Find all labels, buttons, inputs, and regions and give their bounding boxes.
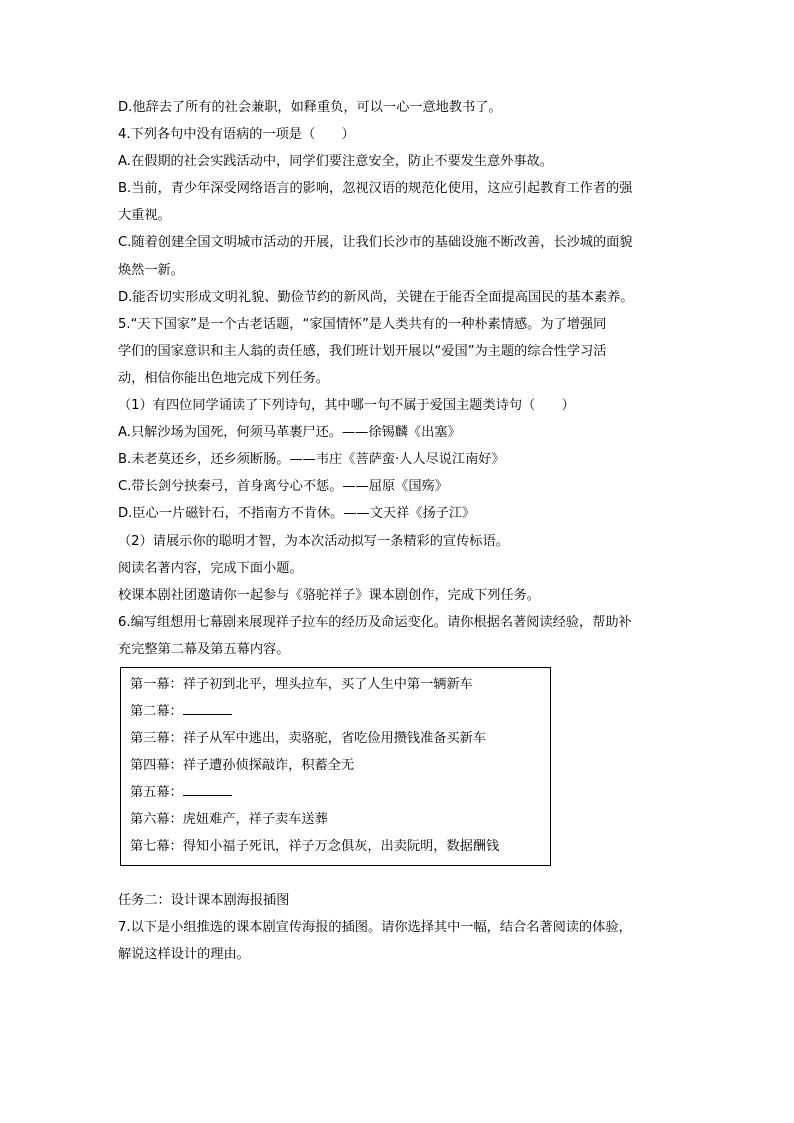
q3-option-d: D.他辞去了所有的社会兼职，如释重负，可以一心一意地教书了。 [118,100,502,115]
q4-stem: 4.下列各句中没有语病的一项是（ ） [118,127,355,143]
reading-task: 校课本剧社团邀请你一起参与《骆驼祥子》课本剧创作，完成下列任务。 [118,587,540,603]
q5-stem-line3: 动，相信你能出色地完成下列任务。 [118,370,329,386]
task2-title: 任务二：设计课本剧海报插图 [118,892,290,908]
document-content [118,94,678,968]
q5-option-b: B.未老莫还乡，还乡须断肠。——韦庄《菩萨蛮·人人尽说江南好》 [118,452,505,468]
act-2-blank[interactable] [183,702,232,715]
q5-option-a: A.只解沙场为国死，何须马革裹尸还。——徐锡麟《出塞》 [118,425,461,441]
q6-stem-line1: 6.编写组想用七幕剧来展现祥子拉车的经历及命运变化。请你根据名著阅读经验，帮助补 [118,614,632,630]
q7-stem-line2: 解说这样设计的理由。 [118,947,250,963]
q5-sub2: （2）请展示你的聪明才智，为本次活动拟写一条精彩的宣传标语。 [118,533,509,549]
q4-option-b-line1: B.当前，青少年深受网络语言的影响，忽视汉语的规范化使用，这应引起教育工作者的强 [118,181,633,197]
q4-option-b-line2: 大重视。 [118,208,171,224]
act-5: 第五幕： [130,779,550,806]
act-4: 第四幕：祥子遭孙侦探敲诈，积蓄全无 [130,757,355,773]
q5-option-c: C.带长剑兮挟秦弓，首身离兮心不惩。——屈原《国殇》 [118,479,448,495]
act-7: 第七幕：得知小福子死讯，祥子万念俱灰，出卖阮明，数据酬钱 [130,838,500,854]
q5-sub1: （1）有四位同学诵读了下列诗句，其中哪一句不属于爱国主题类诗句（ ） [118,398,575,414]
q5-stem-line2: 学们的国家意识和主人翁的责任感，我们班计划开展以“爱国”为主题的综合性学习活 [118,343,607,359]
q4-option-c-line2: 焕然一新。 [118,262,184,278]
acts-table [120,667,551,866]
act-1: 第一幕：祥子初到北平，埋头拉车，买了人生中第一辆新车 [130,676,473,692]
spacer [118,866,678,887]
q4-option-d: D.能否切实形成文明礼貌、勤俭节约的新风尚，关键在于能否全面提高国民的基本素养。 [118,289,634,305]
q5-stem-line1: 5.“天下国家”是一个古老话题，“家国情怀”是人类共有的一种朴素情感。为了增强同 [118,316,607,332]
q4-option-c-line1: C.随着创建全国文明城市活动的开展，让我们长沙市的基础设施不断改善，长沙城的面貌 [118,235,633,251]
act-2: 第二幕： [130,698,550,725]
q5-option-d: D.臣心一片磁针石，不指南方不肯休。——文天祥《扬子江》 [118,506,476,522]
act-3: 第三幕：祥子从军中逃出，卖骆驼，省吃俭用攒钱准备买新车 [130,730,487,746]
q4-option-a: A.在假期的社会实践活动中，同学们要注意安全，防止不要发生意外事故。 [118,154,553,170]
act-5-blank[interactable] [183,783,232,796]
q6-stem-line2: 充完整第二幕及第五幕内容。 [118,641,290,657]
reading-intro: 阅读名著内容，完成下面小题。 [118,560,303,576]
act-6: 第六幕：虎妞难产，祥子卖车送葬 [130,811,328,827]
q7-stem-line1: 7.以下是小组推选的课本剧宣传海报的插图。请你选择其中一幅，结合名著阅读的体验， [118,920,632,936]
